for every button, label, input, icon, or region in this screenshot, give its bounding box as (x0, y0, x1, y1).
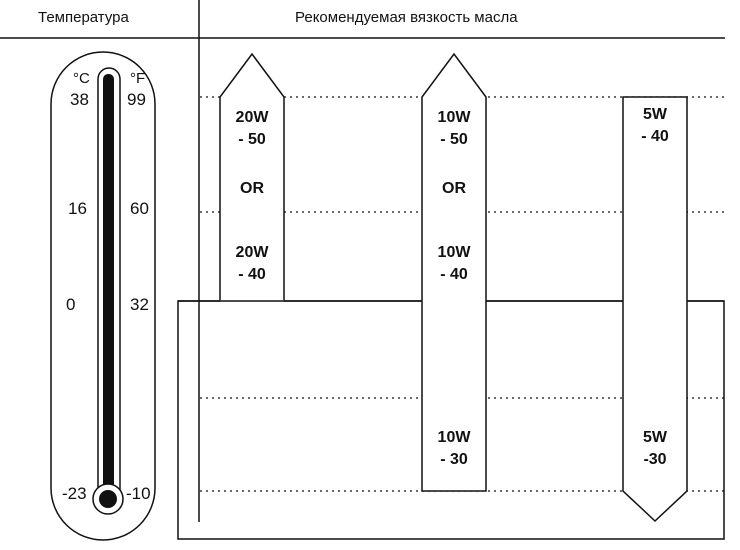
fahrenheit-tick: 99 (127, 90, 146, 109)
grade-20w-50: 20W - 50 (235, 109, 269, 148)
temperature-header: Температура (38, 9, 129, 26)
or-label: OR (240, 180, 264, 197)
viscosity-header: Рекомендуемая вязкость масла (295, 9, 518, 26)
celsius-tick: 0 (66, 295, 76, 314)
grade-20w-40: 20W - 40 (235, 244, 269, 283)
celsius-tick: 38 (70, 90, 89, 109)
fahrenheit-tick: 60 (130, 199, 149, 218)
thermometer-bulb (99, 490, 117, 508)
grade-10w-50: 10W - 50 (437, 109, 471, 148)
thermometer-mercury (103, 74, 114, 492)
fahrenheit-tick: 32 (130, 295, 149, 314)
celsius-tick: -23 (62, 484, 87, 503)
grade-10w-30: 10W - 30 (437, 429, 471, 468)
grade-5w-30: 5W -30 (643, 429, 667, 468)
fahrenheit-unit-label: °F (130, 70, 146, 87)
fahrenheit-tick: -10 (126, 484, 151, 503)
celsius-tick: 16 (68, 199, 87, 218)
or-label: OR (442, 180, 466, 197)
grade-10w-40: 10W - 40 (437, 244, 471, 283)
celsius-unit-label: °C (73, 70, 90, 87)
grade-5w-40: 5W - 40 (641, 106, 669, 145)
